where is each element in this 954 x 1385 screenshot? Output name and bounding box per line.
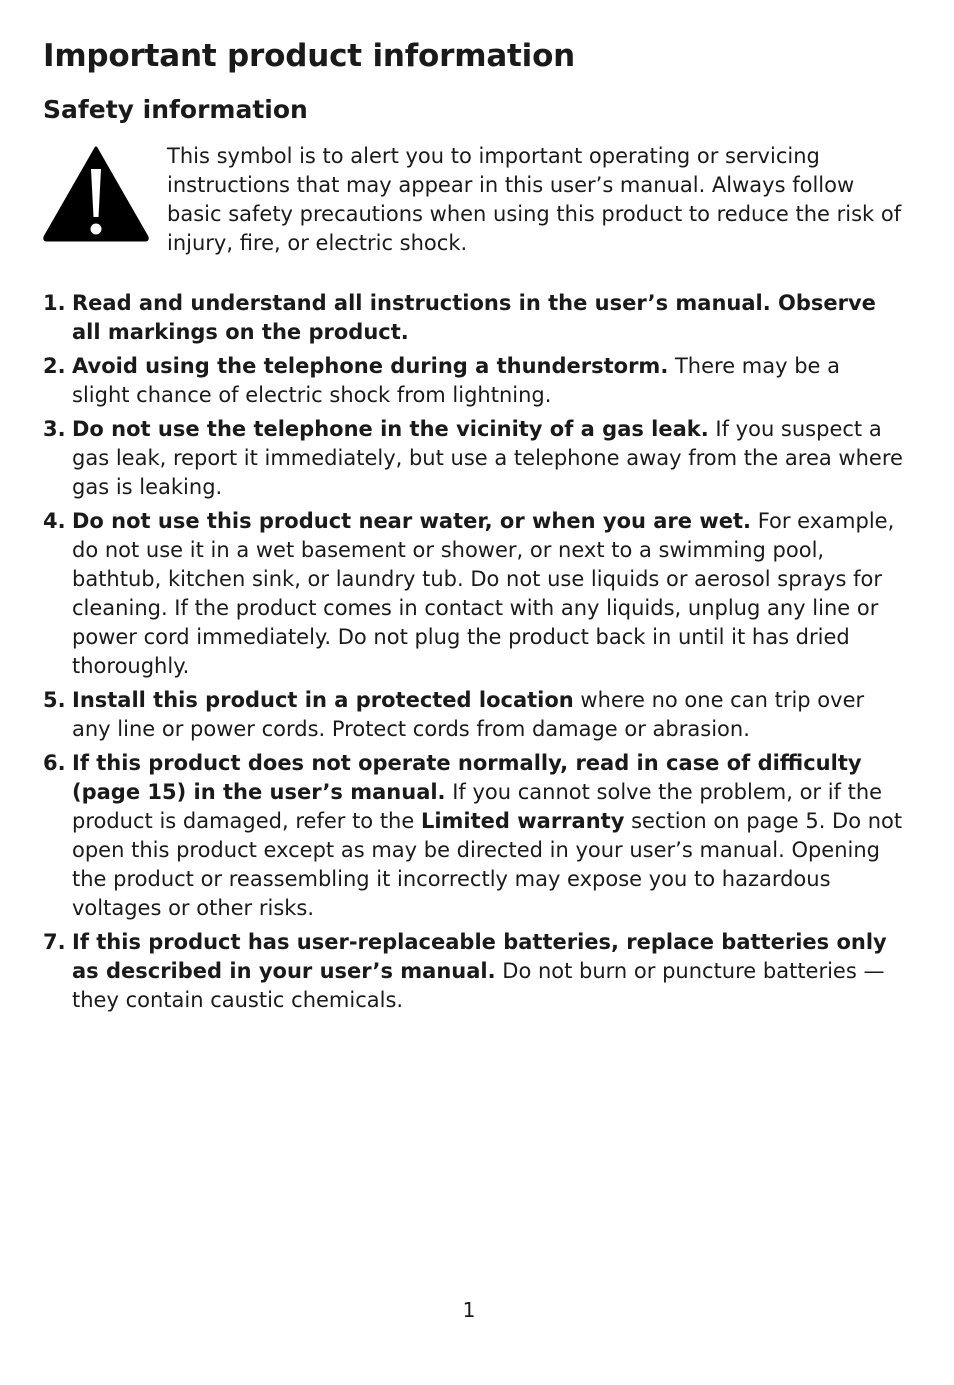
list-item (43, 352, 903, 410)
item-bold-text: If this product has user-replaceable batteries, replace batteries only as described in your user’s manual. (72, 930, 887, 983)
item-text: where no one can trip over any line or power cords. Protect cords from damage or abrasion. (72, 688, 865, 741)
item-text: If you suspect a gas leak, report it immediately, but use a telephone away from the area where gas is leaking. (72, 417, 903, 499)
list-item (43, 928, 903, 1015)
list-item (43, 415, 903, 502)
item-text: section on page 5. Do not open this product except as may be directed in your user’s manual. Opening the product or reassembling it incorrectly may expose you to hazardous voltages or other risks. (72, 809, 903, 920)
list-item (43, 507, 903, 681)
item-number: 7. (43, 930, 66, 954)
warning-text: This symbol is to alert you to important operating or servicing instructions that may appear in this user’s manual. Always follow basic safety precautions when using this product to reduce the risk of injury, fire, or electric shock. (167, 144, 902, 255)
list-item (43, 749, 903, 923)
item-bold-text: If this product does not operate normally, read in case of difficulty (page 15) in the user’s manual. (72, 751, 862, 804)
section-title: Safety information (43, 95, 308, 124)
item-number: 4. (43, 509, 66, 533)
limited-warranty-reference: Limited warranty (420, 809, 625, 833)
warning-triangle-icon (42, 145, 150, 242)
item-number: 6. (43, 751, 66, 775)
item-text: For example, do not use it in a wet basement or shower, or next to a swimming pool, bathtub, kitchen sink, or laundry tub. Do not use liquids or aerosol sprays for cleaning. If the product comes in contact with any liquids, unplug any line or power cord immediately. Do not plug the product back in until it has dried thoroughly. (72, 509, 895, 678)
item-bold-text: Do not use this product near water, or when you are wet. (72, 509, 752, 533)
item-number: 2. (43, 354, 66, 378)
page-title: Important product information (43, 38, 576, 74)
item-number: 5. (43, 688, 66, 712)
item-bold-text: Avoid using the telephone during a thunderstorm. (72, 354, 669, 378)
item-text: Do not burn or puncture batteries — they contain caustic chemicals. (72, 959, 885, 1012)
item-text: If you cannot solve the problem, or if the product is damaged, refer to the (72, 780, 883, 833)
item-number: 1. (43, 291, 66, 315)
item-bold-text: Do not use the telephone in the vicinity of a gas leak. (72, 417, 709, 441)
item-bold-text: Install this product in a protected location (72, 688, 574, 712)
list-item (43, 686, 903, 744)
item-text: There may be a slight chance of electric shock from lightning. (72, 354, 841, 407)
item-number: 3. (43, 417, 66, 441)
item-bold-text: Read and understand all instructions in the user’s manual. Observe all markings on the product. (72, 291, 876, 344)
list-item (43, 289, 903, 347)
page-number: 1 (462, 1298, 476, 1322)
safety-list (43, 289, 903, 1020)
